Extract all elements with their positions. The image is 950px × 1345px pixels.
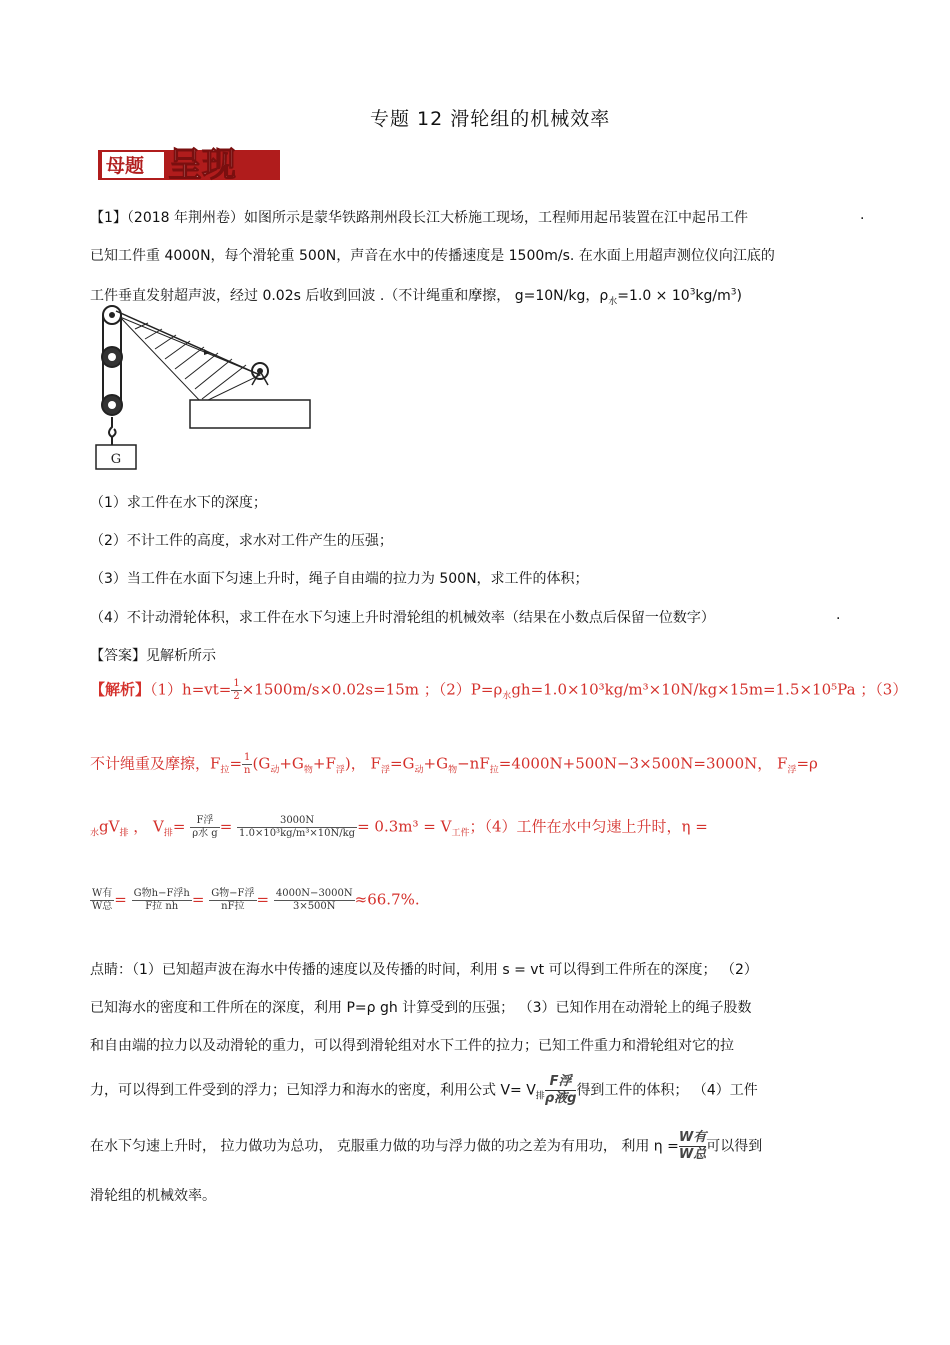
analysis-line-3: $_水gV_排$ ， $V_排=$ $\frac{\text{F浮}}{\text{ρ水 g}}$ = $\frac{3000N}{\text{1.0×10³kg/m³×10N/kg}}$ = $0.3m^3 = V_{工件}$；（4）工件在水中匀速上升时，η = [90, 815, 708, 839]
analysis-label: 【解析】 [90, 680, 151, 699]
analysis-line-1: 【解析】（1）h=vt= $\frac{1}{2}$ ×1500m/s×0.02s=15m ；$(2)P=\rho_水gh=1.0\times 10^3kg/m^3\times 10N/kg\times 15m=1.5\times 10^5Pa$ ；（3） [90, 678, 908, 702]
question-1: （1）求工件在水下的深度； [90, 495, 267, 511]
note-line-4: 力，可以得到工件受到的浮力；已知浮力和海水的密度，利用公式 $V= V_排$ F浮 ρ液g 得到工件的体积； （4）工件 [90, 1074, 758, 1106]
problem-line-1-end: . [860, 207, 865, 223]
problem-line-2: 已知工件重 4000N，每个滑轮重 500N，声音在水中的传播速度是 1500m/s. 在水面上用超声测位仪向江底的 [90, 248, 775, 264]
note-line-5: 在水下匀速上升时， 拉力做功为总功， 克服重力做的功与浮力做的功之差为有用功， 利用 η = W有 W总 可以得到 [90, 1130, 763, 1162]
problem-line-1: 【1】（2018 年荆州卷）如图所示是蒙华铁路荆州段长江大桥施工现场，工程师用起吊装置在江中起吊工件 [90, 210, 748, 226]
note-line-2: 已知海水的密度和工件所在的深度，利用 P=ρ gh 计算受到的压强； （3）已知作用在动滑轮上的绳子股数 [90, 1000, 752, 1016]
note-line-6: 滑轮组的机械效率。 [90, 1188, 216, 1204]
page-title: 专题 12 滑轮组的机械效率 [370, 108, 611, 130]
question-2: （2）不计工件的高度，求水对工件产生的压强； [90, 533, 393, 549]
banner-label-1: 母题 [106, 155, 145, 177]
note-line-3: 和自由端的拉力以及动滑轮的重力，可以得到滑轮组对水下工件的拉力；已知工件重力和滑轮组对它的拉 [90, 1038, 734, 1054]
question-4: （4）不计动滑轮体积，求工件在水下匀速上升时滑轮组的机械效率（结果在小数点后保留一位数字） [90, 610, 715, 626]
crane-figure [90, 305, 320, 475]
figure-box-label: G [110, 452, 122, 467]
question-4-end: . [836, 607, 841, 623]
question-3: （3）当工件在水面下匀速上升时，绳子自由端的拉力为 500N，求工件的体积； [90, 571, 589, 587]
analysis-line-2: 不计绳重及摩擦，$F_拉=$ $\frac{1}{n}$ $(G_动+G_物+F_浮)$， $F_浮=G_动+G_物-nF_拉=4000N+500N-3\times 500N=3000N$， $F_浮=\rho$ [90, 752, 818, 776]
banner-label-2: 呈现 [168, 145, 236, 182]
analysis-line-4: $\frac{\text{W有}}{\text{W总}}$ = $\frac{\text{G物h−F浮h}}{\text{F拉 nh}}$ = $\frac{\text{G物−F浮}}{\text{nF拉}}$ = $\frac{4000N-3000N}{3\times 500N}$ ≈66.7%. [92, 888, 420, 912]
section-banner [98, 138, 280, 182]
problem-line-3: 工件垂直发射超声波，经过 0.02s 后收到回波 .（不计绳重和摩擦， g=10N/kg，$\rho_水=1.0 \times 10^3kg/m^3$) [90, 287, 742, 307]
note-line-1: 点睛：（1）已知超声波在海水中传播的速度以及传播的时间，利用 s = vt 可以得到工件所在的深度； （2） [90, 962, 758, 978]
banner-graphic [98, 138, 280, 182]
answer-line: 【答案】见解析所示 [90, 648, 216, 664]
